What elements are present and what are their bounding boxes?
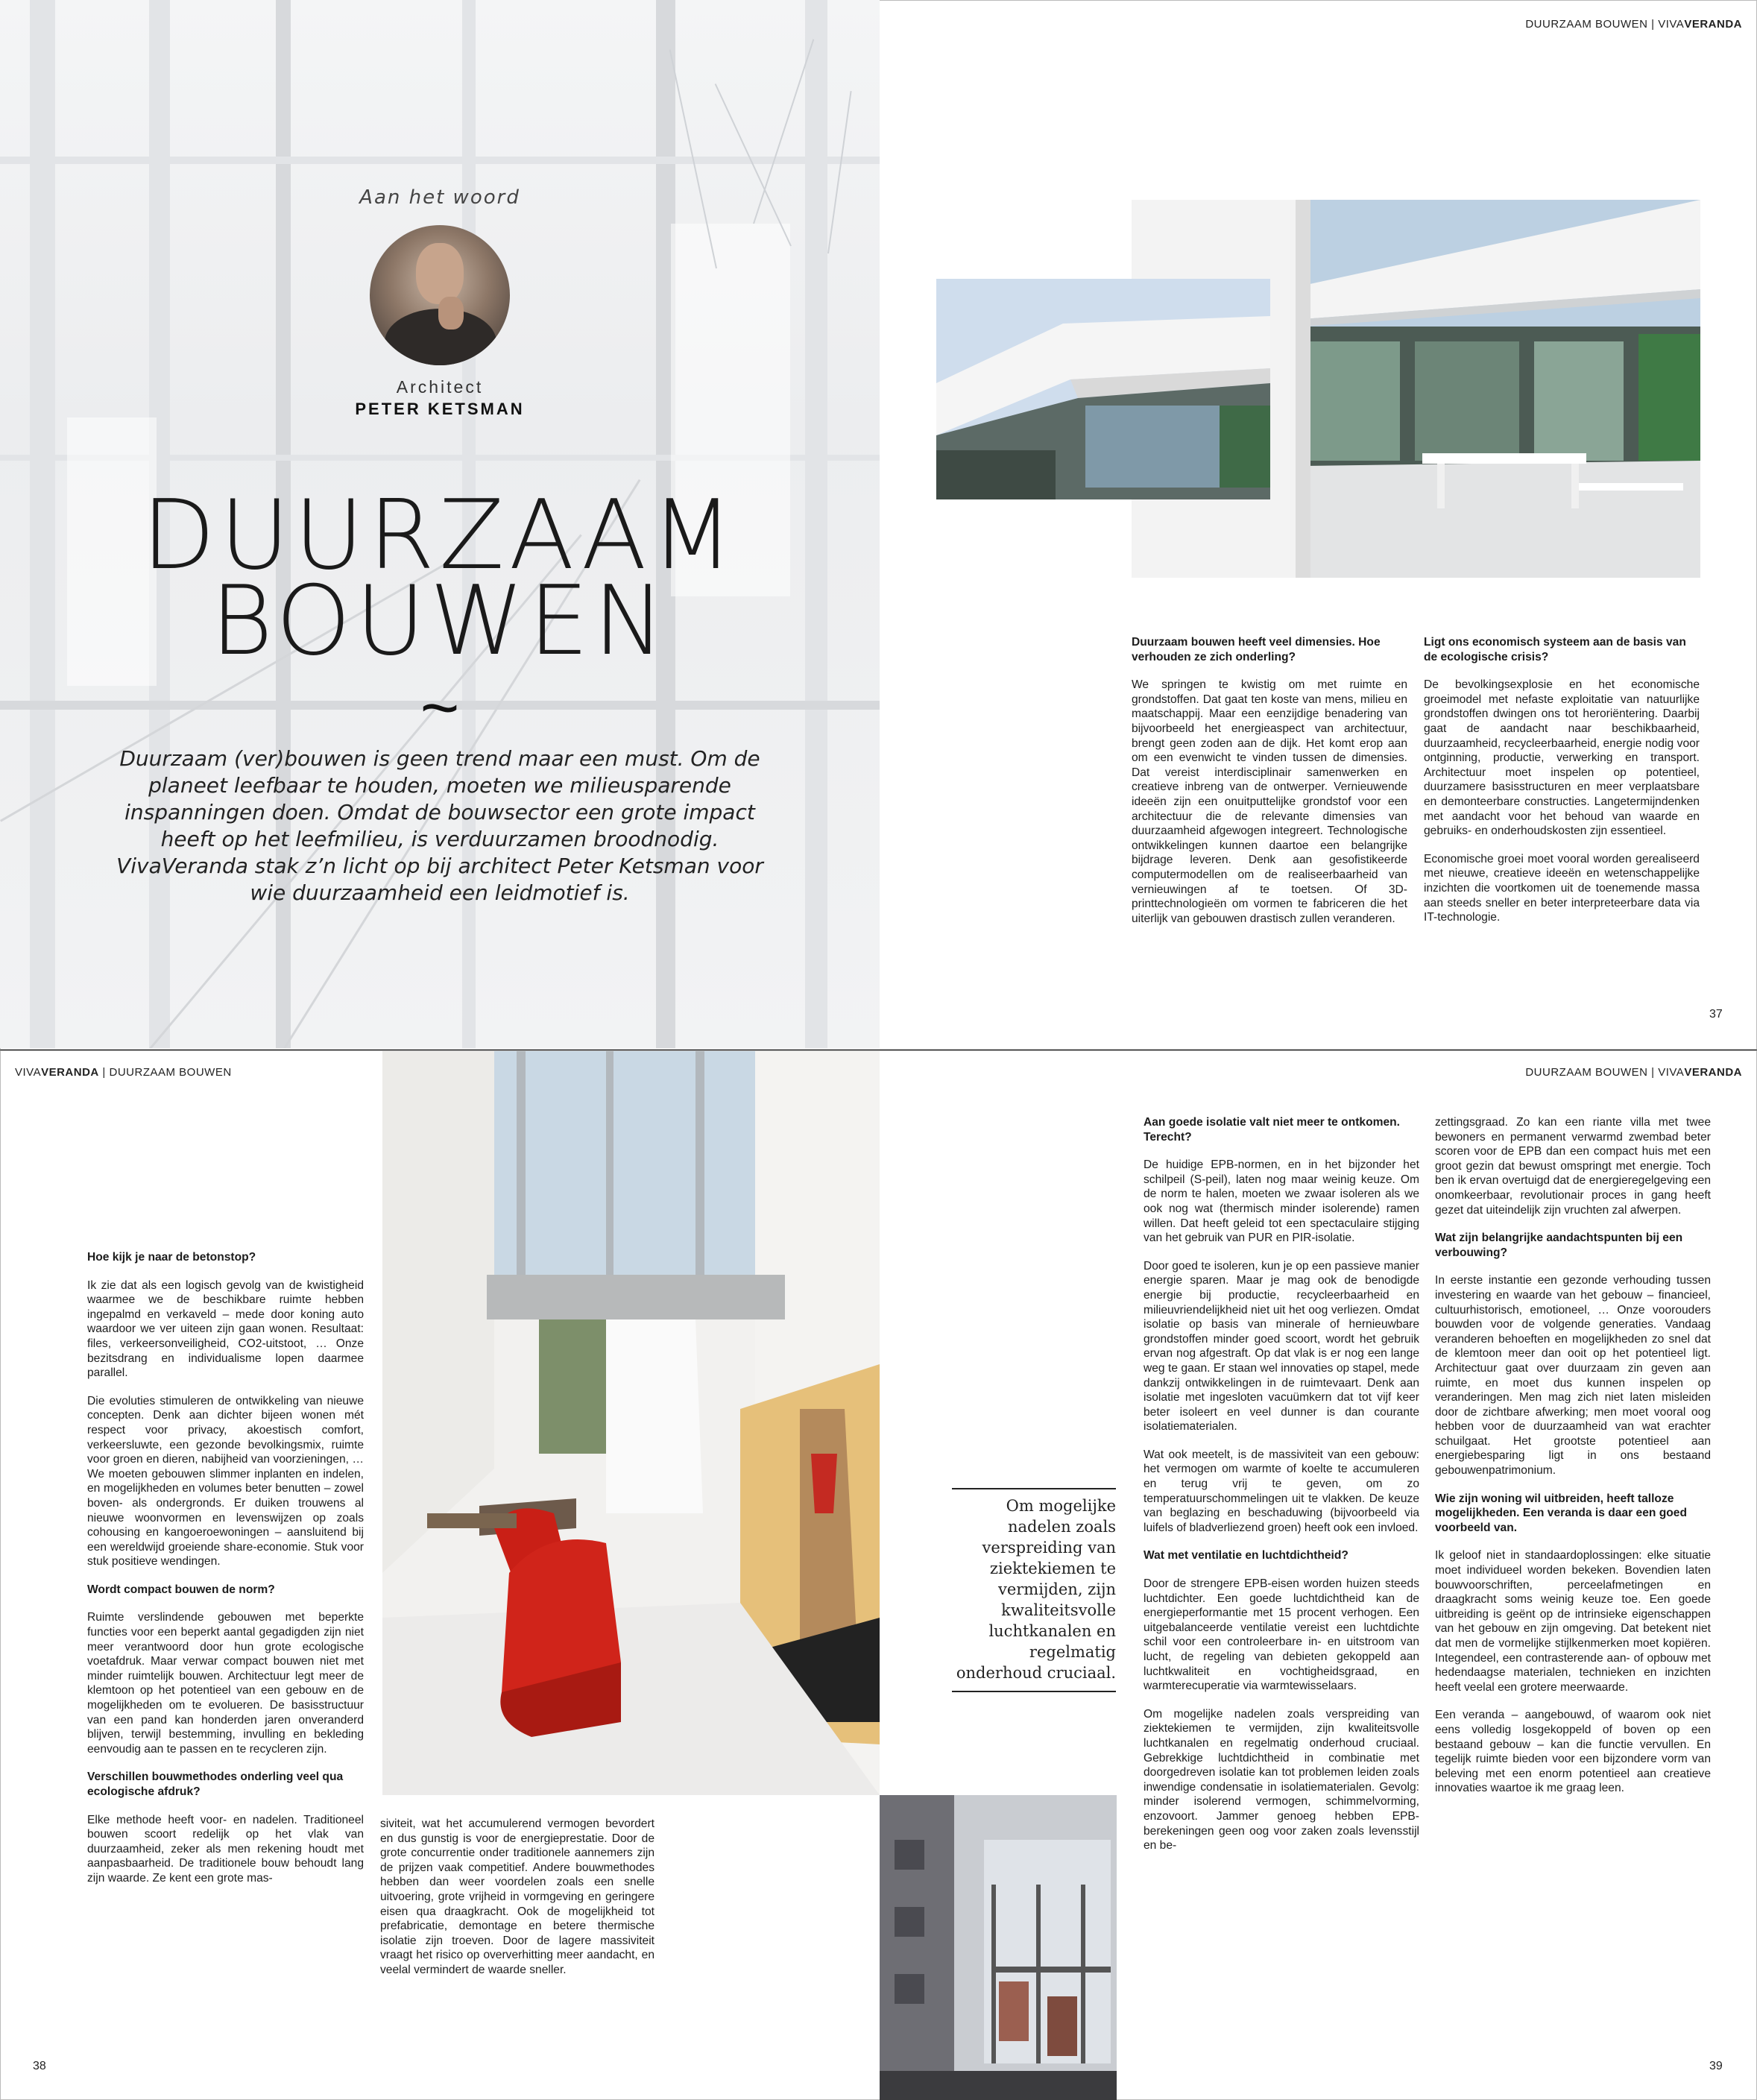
page-number-38: 38: [33, 2060, 46, 2072]
running-head-section: DUURZAAM BOUWEN: [1525, 1066, 1648, 1079]
question: Wie zijn woning wil uitbreiden, heeft talloze mogelijkheden. Een veranda is daar een goed voorbeeld van.: [1435, 1492, 1687, 1534]
atrium-interior-photo: [382, 1051, 880, 1795]
question: Wordt compact bouwen de norm?: [87, 1583, 275, 1596]
p39-column-left: [1144, 1115, 1419, 1867]
p38-column-right: [380, 1817, 654, 1991]
answer-paragraph: zettingsgraad. Zo kan een riante villa met twee bewoners en permanent verwarmd zwembad beter scoren voor de EPB dan een compact huis met een groot gezin dat bewust omspringt met energie. Toch ben ik ervan overtuigd dat de energieregelgeving een onomkeerbaar, revolutionair proces in gang heeft gezet dat uiteindelijk zijn vruchten zal afwerpen.: [1435, 1116, 1711, 1217]
answer-paragraph: De bevolkingsexplosie en het economische groeimodel met nefaste exploitatie van natuurlijke grondstoffen dwingen ons tot heroriëntering. Daarbij gaat de aandacht naar beschikbaarheid, duurzaamheid, recycleerbaarheid, energie nodig voor ontginning, productie, verwerking en transport. Architectuur moet inspelen op potentieel, duurzamere basisstructuren en meer verplaatsbare en demonteerbare constructies. Langetermijndenken met aandacht voor het behoud van waarde en gebruiks- en onderhoudskosten zijn essentieel.: [1424, 678, 1700, 838]
answer-paragraph: Elke methode heeft voor- en nadelen. Traditioneel bouwen scoort redelijk op het vlak van duurzaamheid, zeker als men rekening houdt met aanpasbaarheid. De traditionele bouw behoudt lang zijn waarde. Ze kent een grote mas-: [87, 1813, 364, 1885]
atrium-window-photo: [880, 1795, 1117, 2100]
question: Verschillen bouwmethodes onderling veel qua ecologische afdruk?: [87, 1771, 344, 1798]
villa-overhang-photo: [936, 279, 1270, 499]
architect-name: PETER KETSMAN: [355, 400, 525, 418]
article-title-line1: DUURZAAM: [142, 480, 738, 591]
brand-veranda: VERANDA: [1684, 18, 1742, 31]
brand-viva: VIVA: [15, 1066, 42, 1079]
architect-role: Architect: [396, 377, 484, 397]
kicker: Aan het woord: [359, 186, 520, 209]
question: Ligt ons economisch systeem aan de basis van de ecologische crisis?: [1424, 636, 1686, 663]
answer-paragraph: Om mogelijke nadelen zoals verspreiding van ziektekiemen te vermijden, zijn kwaliteitsvolle luchtkanalen en regelmatig onderhoud cruciaal. Gebrekkige luchtdichtheid in combinatie met doorgedreven isolatie kan tot problemen leiden zoals inwendige condensatie in isolatiematerialen. Gevolg: minder isolerend vermogen, schimmelvorming, enzovoort. Jammer genoeg hebben EPB-berekeningen geen oog voor zaken zoals levensstijl en be-: [1144, 1707, 1419, 1853]
question: Wat zijn belangrijke aandachtspunten bij een verbouwing?: [1435, 1232, 1683, 1259]
running-head-section: DUURZAAM BOUWEN: [1525, 18, 1648, 31]
article-title-line2: BOUWEN: [210, 566, 669, 677]
answer-paragraph: Wat ook meetelt, is de massiviteit van een gebouw: het vermogen om warmte of koelte te accumuleren en terug vrij te geven, om zo temperatuurschommelingen uit te vlakken. De keuze van beglazing en beschaduwing (bijvoorbeeld via luifels of bladverliezend groen) heeft ook een invloed.: [1144, 1448, 1419, 1534]
answer-paragraph: De huidige EPB-normen, en in het bijzonder het schilpeil (S-peil), laten nog maar weinig keuze. Om de norm te halen, moeten we zwaar isoleren als we ook nog wat (thermisch minder isolerende) ramen willen. Dat heeft geleid tot een spectaculaire stijging van het gebruik van PUR en PIR-isolatie.: [1144, 1158, 1419, 1245]
brand-veranda: VERANDA: [41, 1066, 99, 1079]
answer-paragraph: Een veranda – aangebouwd, of waarom ook niet eens volledig losgekoppeld of boven op een bestaand gebouw – kan die functie vervullen. En tegelijk ruimte bieden voor een bijzondere vorm van beleving met een enorm potentieel aan creatieve innovaties waartoe ik me graag leen.: [1435, 1709, 1711, 1795]
p37-column-right: [1424, 635, 1700, 939]
question: Hoe kijk je naar de betonstop?: [87, 1251, 256, 1264]
tilde-ornament: ~: [420, 671, 460, 745]
brand-viva: VIVA: [1658, 18, 1685, 31]
p38-column-left: [87, 1250, 364, 1899]
question: Wat met ventilatie en luchtdichtheid?: [1144, 1549, 1348, 1563]
answer-paragraph: Door de strengere EPB-eisen worden huizen steeds luchtdichter. Een goede luchtdichtheid kan de energieperformantie met 15 procent verhogen. Een uitgebalanceerde ventilatie vereist een luchtdichte schil voor een controleerbare in- en uitstroom van lucht, de regeling van debieten gekoppeld aan luchtkwaliteit en vochtigheidsgraad, en warmterecuperatie via warmtewisselaars.: [1144, 1577, 1419, 1693]
running-head-39: DUURZAAM BOUWEN | VIVAVERANDA: [1525, 1066, 1742, 1079]
page-number-37: 37: [1709, 1008, 1723, 1021]
answer-paragraph: Economische groei moet vooral worden gerealiseerd met nieuwe, creatieve ideeën en wetenschappelijke inzichten die voortkomen uit de toenemende massa aan steeds sneller en beter interpreteerbare data via IT-technologie.: [1424, 852, 1700, 924]
running-head-section: DUURZAAM BOUWEN: [109, 1066, 232, 1079]
answer-paragraph: Die evoluties stimuleren de ontwikkeling van nieuwe concepten. Denk aan dichter bijeen wonen mét respect voor privacy, akoestisch comfort, verkeersluwte, een gezonde bevolkingsmix, ruimte voor groen en dieren, nabijheid van voorzieningen, … We moeten gebouwen slimmer inplanten en indelen, en mogelijkheden en volumes beter benutten – zowel boven- als ondergronds. Er duiken trouwens al nieuwe woonvormen en levenswijzen op zoals cohousing en kangoeroewoningen – aansluitend bij een wereldwijd groeiende share-economie. Stuk voor stuk positieve wendingen.: [87, 1394, 364, 1568]
running-head-37: DUURZAAM BOUWEN | VIVAVERANDA: [1525, 18, 1742, 31]
brand-viva: VIVA: [1658, 1066, 1685, 1079]
answer-paragraph: We springen te kwistig om met ruimte en grondstoffen. Dat gaat ten koste van mens, milieu en maatschappij. Maar een eenzijdige benadering van bijvoorbeeld het energieaspect van architectuur, brengt geen zoden aan de dijk. Het komt erop aan om een evenwicht te vinden tussen de dimensies. Dat vereist interdisciplinair samenwerken en creatieve inbreng van de ontwerper. Vernieuwende ideeën zijn een onuitputtelijke grondstof voor een architectuur die de relevante dimensies van duurzaamheid afgewogen integreert. Technologische ontwikkelingen kunnen daartoe een belangrijke bijdrage leveren. Denk aan gesofistikeerde computermodellen om de realiseerbaarheid van vernieuwingen af te toetsen. Of 3D-printtechnologieën om vormen te fabriceren die het uiterlijk van gebouwen drastisch zullen veranderen.: [1132, 678, 1407, 925]
brand-veranda: VERANDA: [1684, 1066, 1742, 1079]
answer-paragraph: Door goed te isoleren, kun je op een passieve manier energie sparen. Maar je mag ook de benodigde energie bij productie, recycleerbaarheid en milieuvriendelijkheid niet uit het oog verliezen. Omdat isolatie op basis van minerale of hernieuwbare grondstoffen minder goed scoort, wordt het gebruik ervan nog afgestraft. Op dat vlak is er nog een lange weg te gaan. Er staan wel innovaties op stapel, mede dankzij ontwikkelingen in de ruimtevaart. Denk aan isolatie met ingesloten vacuümkern dat tot vijf keer beter isoleert en veel dunner is dan courante isolatiematerialen.: [1144, 1259, 1419, 1434]
question: Aan goede isolatie valt niet meer te ontkomen. Terecht?: [1144, 1116, 1401, 1144]
p39-column-right: [1435, 1115, 1711, 1809]
pull-quote: Om mogelijke nadelen zoals verspreiding van ziektekiemen te vermijden, zijn kwaliteitsvolle luchtkanalen en regelmatig onderhoud cruciaal.: [952, 1488, 1116, 1692]
running-head-38: VIVAVERANDA | DUURZAAM BOUWEN: [15, 1066, 232, 1079]
architect-portrait: [370, 225, 510, 365]
page-number-39: 39: [1709, 2060, 1723, 2072]
answer-paragraph: In eerste instantie een gezonde verhouding tussen investering en waarde van het gebouw – financieel, cultuurhistorisch, emotioneel, … Onze voorouders bouwden voor de volgende generaties. Vandaag veranderen behoeften en mogelijkheden zo snel dat de klemtoon meer dan ooit op het potentieel ligt. Architectuur gaat over duurzaam zin geven aan ruimte, en moet dus kunnen inspelen op veranderingen. Men mag zich niet laten misleiden door de zichtbare afwerking; men moet vooral oog hebben voor de duurzaamheid van wat erachter schuilgaat. Het grootste potentieel aan energiebesparing ligt in ons bestaand gebouwenpatrimonium.: [1435, 1274, 1711, 1478]
answer-paragraph: siviteit, wat het accumulerend vermogen bevordert en dus gunstig is voor de energieprestatie. Door de grote concurrentie onder traditionele aannemers zijn de prijzen vaak competitief. Andere bouwmethodes hebben dan weer voordelen zoals een snelle uitvoering, grote vrijheid in vormgeving en geringere eisen qua draagkracht. Ook de mogelijkheid tot prefabricatie, demontage en betere thermische isolatie zijn troeven. Door de lagere massiviteit vraagt het risico op oververhitting meer aandacht, en veelal vermindert de waarde sneller.: [380, 1817, 654, 1976]
answer-paragraph: Ik geloof niet in standaardoplossingen: elke situatie moet individueel worden bekeken. Bovendien laten bouwvoorschriften, perceelafmetingen en draagkracht soms weinig keuze toe. Een goede uitbreiding is geënt op de intrinsieke eigenschappen van het gebouw en zijn omgeving. Dat betekent niet dat men de vormelijke stijlkenmerken moet kopiëren. Integendeel, een contrasterende aan- of opbouw met hedendaagse materialen, technieken en inzichten heeft veelal een grotere meerwaarde.: [1435, 1549, 1711, 1694]
question: Duurzaam bouwen heeft veel dimensies. Hoe verhouden ze zich onderling?: [1132, 636, 1381, 663]
answer-paragraph: Ruimte verslindende gebouwen met beperkte functies voor een beperkt aantal gegadigden zijn niet meer verantwoord door hun grote ecologische voetafdruk. Maar verwar compact bouwen niet met minder ruimtelijk bouwen. Architectuur legt meer de klemtoon op het potentieel van een gebouw en de mogelijkheden om te evolueren. De basisstructuur van een pand kan honderden jaren onveranderd blijven, terwijl bestemming, invulling en bekleding eenvoudig aan te passen en te recycleren zijn.: [87, 1611, 364, 1756]
atrium-interior-illustration: [382, 1051, 880, 1795]
p37-column-left: [1132, 635, 1407, 939]
answer-paragraph: Ik zie dat als een logisch gevolg van de kwistigheid waarmee we de beschikbare ruimte hebben ingepalmd en verkaveld – mede door koning auto waardoor we ver uiteen zijn gaan wonen. Resultaat: files, verkeersonveiligheid, CO2-uitstoot, … Onze bezitsdrang en individualisme lopen daarmee parallel.: [87, 1278, 364, 1380]
villa-overhang-illustration: [936, 279, 1270, 499]
atrium-window-illustration: [880, 1795, 1117, 2100]
intro-paragraph: Duurzaam (ver)bouwen is geen trend maar een must. Om de planeet leefbaar te houden, moeten we milieusparende inspanningen doen. Omdat de bouwsector een grote impact heeft op het leefmilieu, is verduurzamen broodnodig. VivaVeranda stak z’n licht op bij architect Peter Ketsman voor wie duurzaamheid een leidmotief is.: [116, 746, 763, 905]
